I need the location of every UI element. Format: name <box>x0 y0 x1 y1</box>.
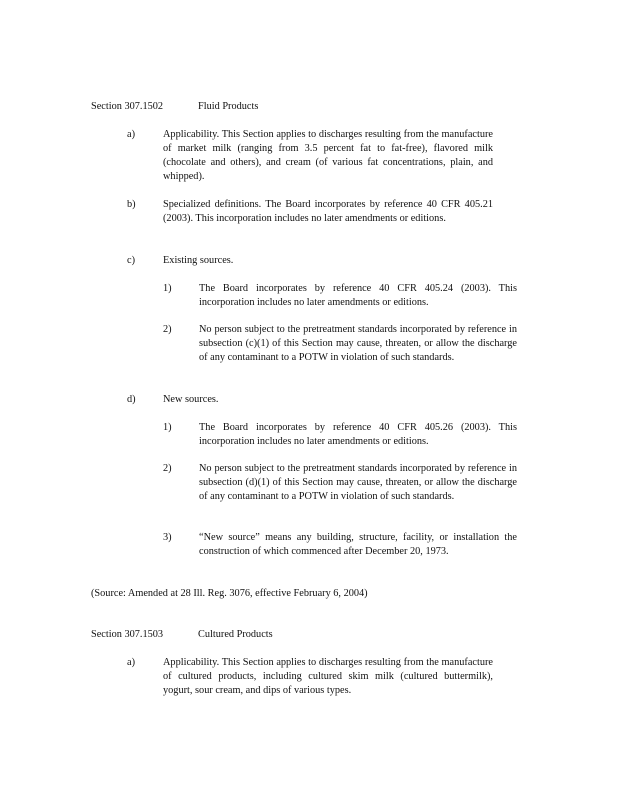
source-note: (Source: Amended at 28 Ill. Reg. 3076, effective February 6, 2004) <box>91 588 368 599</box>
subsection-d-text: New sources. <box>163 394 219 405</box>
subsection-c-label: c) <box>127 255 135 266</box>
subsection-d-label: d) <box>127 394 136 405</box>
item-d1-label: 1) <box>163 422 172 433</box>
item-c2-text: No person subject to the pretreatment standards incorporated by reference in subsection (c)(1) of this Section may cause, threaten, or allow the discharge of any contaminant to a POTW in violation of such standards. <box>199 324 517 363</box>
item-c2-label: 2) <box>163 324 172 335</box>
item-d2-label: 2) <box>163 463 172 474</box>
section-1502-number: Section 307.1502 <box>91 101 164 112</box>
item-d3-label: 3) <box>163 532 172 543</box>
item-c1-text: The Board incorporates by reference 40 CFR 405.24 (2003). This incorporation includes no later amendments or editions. <box>199 283 517 308</box>
section-1503-title: Cultured Products <box>198 629 273 640</box>
item-d2-text: No person subject to the pretreatment standards incorporated by reference in subsection (d)(1) of this Section may cause, threaten, or allow the discharge of any contaminant to a POTW in violation of such standards. <box>199 463 517 502</box>
subsection-c-text: Existing sources. <box>163 255 234 266</box>
subsection-b-text: Specialized definitions. The Board incorporates by reference 40 CFR 405.21 (2003). This incorporation includes no later amendments or editions. <box>163 199 493 224</box>
section-1503-subsection-a-text: Applicability. This Section applies to discharges resulting from the manufacture of cultured products, including cultured skim milk (cultured buttermilk), yogurt, sour cream, and dips of various types. <box>163 657 493 696</box>
section-1503-subsection-a-label: a) <box>127 657 135 668</box>
subsection-a-text: Applicability. This Section applies to discharges resulting from the manufacture of market milk (ranging from 3.5 percent fat to fat-free), flavored milk (chocolate and others), and cream (of various fat concentrations, plain, and whipped). <box>163 129 493 182</box>
item-c1-label: 1) <box>163 283 172 294</box>
section-1503-number: Section 307.1503 <box>91 629 164 640</box>
section-1502-title: Fluid Products <box>198 101 259 112</box>
subsection-b-label: b) <box>127 199 136 210</box>
item-d3-text: “New source” means any building, structure, facility, or installation the construction of which commenced after December 20, 1973. <box>199 532 517 557</box>
subsection-a-label: a) <box>127 129 135 140</box>
item-d1-text: The Board incorporates by reference 40 CFR 405.26 (2003). This incorporation includes no later amendments or editions. <box>199 422 517 447</box>
